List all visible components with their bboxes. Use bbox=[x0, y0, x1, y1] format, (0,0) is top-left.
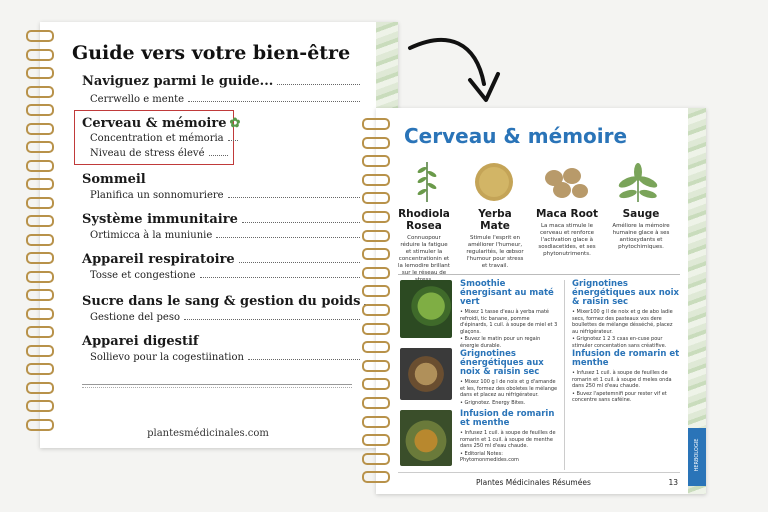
spiral-ring bbox=[362, 416, 390, 428]
spiral-ring bbox=[362, 434, 390, 446]
left-guide-page bbox=[40, 22, 398, 448]
spiral-ring bbox=[362, 248, 390, 260]
plant-card[interactable]: Yerba Mate Stimule l'esprit en améliorer l'humeur, regularités, le œbsor l'humour pour stress et travail. bbox=[466, 208, 524, 269]
spiral-ring bbox=[362, 341, 390, 353]
spiral-ring bbox=[362, 192, 390, 204]
spiral-ring bbox=[26, 160, 54, 172]
spiral-ring bbox=[26, 104, 54, 116]
toc-item[interactable]: Tosse et congestione bbox=[82, 270, 364, 281]
spiral-ring bbox=[362, 453, 390, 465]
recipe-block: Grignotines énergétiques aux noix & raisin sec • Mixer100 g ll de noix et g de abo ladie secs, formez des pasteaux vos dere boullettes de mélange désséché, placez au réfrigérateur. • Grignotez 1 2 3 cxas en-cuse pour stimuler concentation sans créatifive. bbox=[572, 279, 680, 349]
maca-root-icon bbox=[540, 164, 592, 202]
spiral-ring bbox=[362, 174, 390, 186]
spiral-ring bbox=[26, 345, 54, 357]
toc-heading[interactable]: Appareil respiratoire bbox=[82, 252, 364, 267]
toc-heading[interactable]: Système immunitaire bbox=[82, 212, 364, 227]
spiral-ring bbox=[362, 155, 390, 167]
spiral-ring bbox=[26, 382, 54, 394]
spiral-ring bbox=[26, 363, 54, 375]
divider bbox=[82, 387, 352, 388]
column-divider bbox=[564, 280, 565, 470]
toc-heading[interactable]: Naviguez parmi le guide... bbox=[82, 74, 364, 89]
spiral-ring bbox=[26, 289, 54, 301]
spiral-ring bbox=[26, 252, 54, 264]
toc-heading[interactable]: Apparei digestif bbox=[82, 334, 199, 349]
spiral-ring bbox=[362, 267, 390, 279]
toc-item[interactable]: Ortimicca à la muniunie bbox=[82, 230, 364, 241]
spiral-ring bbox=[362, 360, 390, 372]
plant-card[interactable]: Rhodiola Rosea Connuopour réduire la fatigue et stimuler la concentrationin et la lemodire brillant sur le réseau de bbox=[398, 208, 450, 276]
right-footer: Plantes Médicinales Résumées bbox=[476, 478, 591, 487]
spiral-ring bbox=[362, 471, 390, 483]
toc-item[interactable]: Concentration et mémoria bbox=[82, 133, 240, 144]
curved-arrow-icon bbox=[398, 28, 508, 108]
spiral-ring bbox=[26, 419, 54, 431]
recipe-block: Grignotines énergétiques aux noix & raisin sec • Mixez 100 g l de noix et g d'amande et les, formez des oboletes le mélange dans et placez au réfrigérateur. • Grignotez. Energy Bites. bbox=[460, 349, 558, 406]
energy-bites-photo bbox=[400, 348, 452, 400]
sage-icon bbox=[614, 162, 662, 204]
recipe-block: Infusion de romarin et menthe • Infusez 1 cuil. à soupe de feuilles de romarin et 1 cuil. à soupe de menthe dans 250 ml d'eau chaude. • Editorial Notes: Phytomonmedides.com bbox=[460, 409, 556, 463]
right-detail-page bbox=[376, 108, 706, 494]
recipe-block: Infusion de romarin et menthe • Infusez 1 cuil. à soupe de feuilles de romarin et 1 cuil. à soupe d meles onda dans 250 ml d'eau chaude. • Buvez l'apetemnifi pour rester vif et concentre sans caféine. bbox=[572, 349, 680, 403]
spiral-ring bbox=[26, 326, 54, 338]
recipe-block: Smoothie énergisant au maté vert • Mixez 1 tasse d'eau à yerba maté refroidi, tic banane, pomme d'épinards, 1 cuil. à soupe de miel et 3 glaçons. • Buvez le matin pour un regain énergie durable. bbox=[460, 279, 558, 349]
spiral-ring bbox=[26, 49, 54, 61]
toc-item[interactable]: Sollievo pour la cogestiination bbox=[82, 352, 364, 363]
toc-item[interactable]: Gestione del peso bbox=[82, 312, 364, 323]
spiral-ring bbox=[362, 378, 390, 390]
leaf-icon: ✿ bbox=[229, 116, 241, 131]
side-tab[interactable]: HERBOLOGIE bbox=[688, 428, 706, 486]
spiral-ring bbox=[362, 137, 390, 149]
spiral-ring bbox=[362, 118, 390, 130]
spiral-ring bbox=[362, 285, 390, 297]
page-number: 13 bbox=[668, 478, 678, 487]
toc-item[interactable]: Niveau de stress élevé bbox=[82, 148, 232, 159]
section-title: Cerveau & mémoire bbox=[404, 124, 628, 148]
spiral-ring bbox=[26, 30, 54, 42]
divider bbox=[398, 472, 680, 473]
table-of-contents bbox=[82, 72, 364, 382]
toc-item[interactable]: Planifica un sonnomuriere bbox=[82, 190, 364, 201]
spiral-ring bbox=[362, 211, 390, 223]
spiral-ring bbox=[362, 397, 390, 409]
spiral-ring bbox=[26, 234, 54, 246]
spiral-ring bbox=[26, 141, 54, 153]
spiral-ring bbox=[26, 271, 54, 283]
spiral-ring bbox=[26, 178, 54, 190]
rhodiola-icon bbox=[412, 158, 442, 204]
guide-title: Guide vers votre bien-être bbox=[72, 42, 351, 64]
spiral-ring bbox=[26, 197, 54, 209]
spiral-ring bbox=[26, 123, 54, 135]
spiral-ring bbox=[362, 230, 390, 242]
spiral-ring bbox=[26, 86, 54, 98]
spiral-ring bbox=[362, 304, 390, 316]
spiral-ring bbox=[362, 323, 390, 335]
smoothie-photo bbox=[400, 280, 452, 338]
plant-card[interactable]: Sauge Améliore la mémoire humaine glace à ses antioxydants et phytochimiques. bbox=[612, 208, 670, 250]
spiral-ring bbox=[26, 215, 54, 227]
plant-card[interactable]: Maca Root La maca stimule le cerveau et renforce l'activation glace à sosdiacetides, et ses phytonutriments. bbox=[535, 208, 599, 257]
toc-heading[interactable]: Sommeil bbox=[82, 172, 146, 187]
toc-item[interactable]: Cerrwello e mente bbox=[82, 94, 364, 105]
toc-heading[interactable]: Sucre dans le sang & gestion du poids bbox=[82, 294, 364, 309]
left-footer[interactable]: plantesmédicinales.com bbox=[147, 428, 269, 439]
yerba-mate-icon bbox=[474, 162, 514, 202]
spiral-ring bbox=[26, 400, 54, 412]
spiral-ring bbox=[26, 67, 54, 79]
infusion-photo bbox=[400, 410, 452, 466]
divider bbox=[82, 384, 352, 385]
divider bbox=[398, 274, 680, 275]
toc-heading-highlighted[interactable]: Cerveau & mémoire ✿ bbox=[82, 116, 241, 131]
spiral-ring bbox=[26, 308, 54, 320]
